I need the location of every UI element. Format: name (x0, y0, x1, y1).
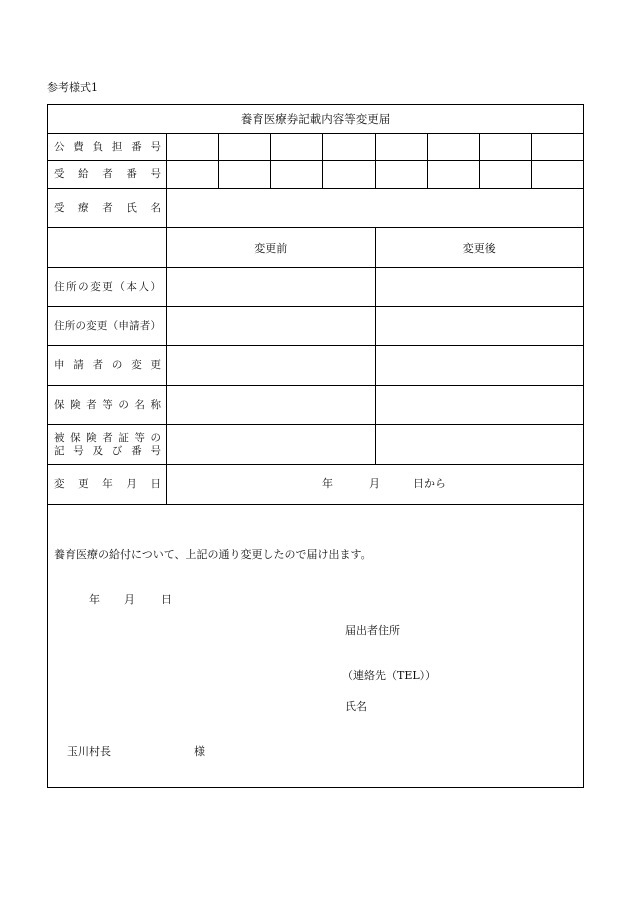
public-expense-number-digit (323, 134, 375, 161)
after-change-header: 変更後 (375, 228, 584, 268)
addressee-name: 玉川村長 (67, 745, 111, 758)
insurer-name-label: 保 険 者 等 の 名 称 (48, 386, 167, 425)
applicant-change-after (375, 346, 584, 386)
insurance-card-row (48, 425, 584, 465)
address-applicant-before (167, 307, 376, 346)
form-title: 養育医療券記載内容等変更届 (48, 105, 584, 134)
change-header-row (48, 228, 584, 268)
public-expense-number-row (48, 134, 584, 161)
addressee-honorific: 様 (194, 745, 205, 758)
submission-date-day: 日 (161, 593, 172, 606)
address-self-before (167, 268, 376, 307)
address-applicant-row (48, 307, 584, 346)
applicant-change-before (167, 346, 376, 386)
declaration-section-row (48, 505, 584, 788)
recipient-number-row (48, 161, 584, 189)
public-expense-number-digit (219, 134, 271, 161)
declaration-text: 養育医療の給付について、上記の通り変更したので届け出ます。 (54, 548, 372, 561)
change-date-label: 変 更 年 月 日 (48, 465, 167, 505)
public-expense-number-digit (531, 134, 583, 161)
address-self-after (375, 268, 584, 307)
public-expense-number-digit (167, 134, 219, 161)
address-applicant-label: 住 所 の 変 更 （ 申 請 者 ） (48, 307, 167, 346)
insurance-card-after (375, 425, 584, 465)
change-date-value (167, 465, 584, 505)
recipient-number-digit (167, 161, 219, 189)
public-expense-number-digit (271, 134, 323, 161)
form-reference-label: 参考様式1 (47, 81, 98, 94)
before-change-header: 変更前 (167, 228, 376, 268)
patient-name-value (167, 189, 584, 228)
public-expense-number-digit (375, 134, 427, 161)
change-date-month: 月 (369, 477, 380, 490)
address-applicant-after (375, 307, 584, 346)
insurance-card-label: 被 保 険 者 証 等 の 記 号 及 び 番 号 (48, 425, 167, 465)
applicant-name-label: 氏名 (345, 700, 367, 713)
public-expense-number-digit (479, 134, 531, 161)
declaration-section (48, 505, 584, 788)
insurer-name-before (167, 386, 376, 425)
patient-name-label: 受 療 者 氏 名 (48, 189, 167, 228)
patient-name-row (48, 189, 584, 228)
applicant-change-row (48, 346, 584, 386)
applicant-contact-label: （連絡先（TEL）） (342, 669, 437, 682)
applicant-change-label: 申 請 者 の 変 更 (48, 346, 167, 386)
change-date-day-from: 日から (413, 477, 446, 490)
change-date-row (48, 465, 584, 505)
public-expense-number-digit (427, 134, 479, 161)
submission-date-year: 年 (89, 593, 100, 606)
recipient-number-label: 受 給 者 番 号 (48, 161, 167, 189)
recipient-number-digit (479, 161, 531, 189)
address-self-row (48, 268, 584, 307)
recipient-number-digit (219, 161, 271, 189)
applicant-address-label: 届出者住所 (345, 624, 400, 637)
insurer-name-row (48, 386, 584, 425)
change-date-year: 年 (322, 477, 333, 490)
change-notification-form (47, 104, 584, 788)
recipient-number-digit (531, 161, 583, 189)
change-header-blank (48, 228, 167, 268)
public-expense-number-label: 公 費 負 担 番 号 (48, 134, 167, 161)
recipient-number-digit (323, 161, 375, 189)
insurance-card-before (167, 425, 376, 465)
recipient-number-digit (375, 161, 427, 189)
recipient-number-digit (271, 161, 323, 189)
address-self-label: 住 所 の 変 更 （ 本 人 ） (48, 268, 167, 307)
recipient-number-digit (427, 161, 479, 189)
submission-date-month: 月 (124, 593, 135, 606)
insurer-name-after (375, 386, 584, 425)
